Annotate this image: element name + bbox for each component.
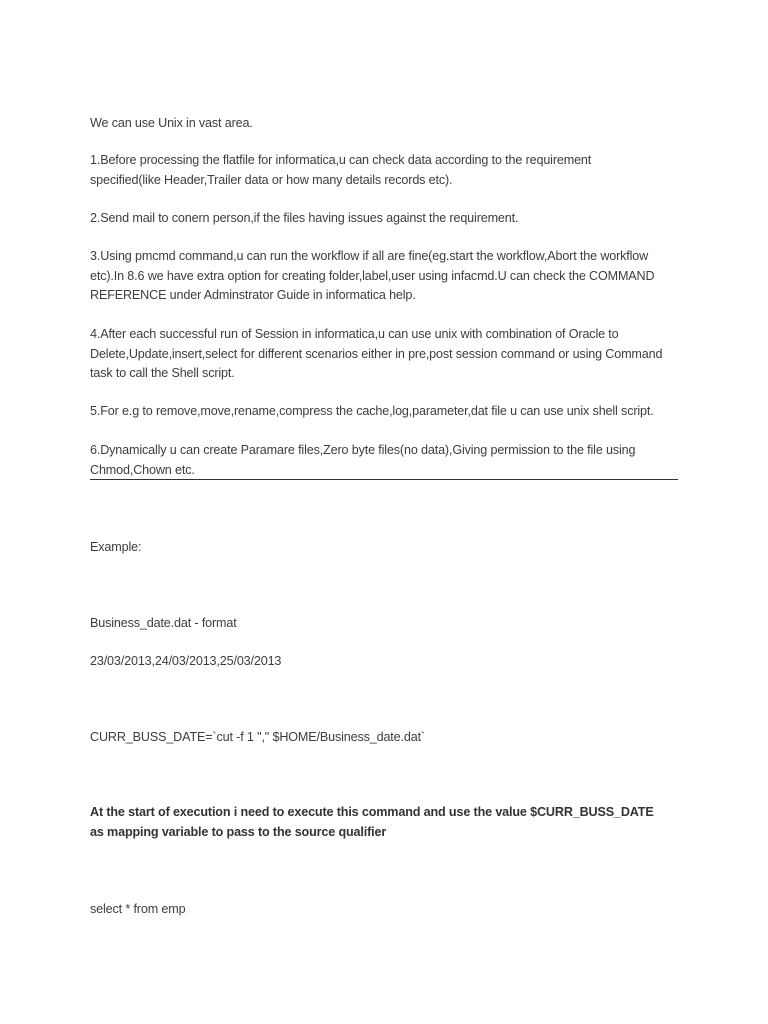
point-4-line-2: Delete,Update,insert,select for different scenarios either in pre,post session command or using Command: [90, 346, 663, 361]
point-4-line-1: 4.After each successful run of Session in informatica,u can use unix with combination of Oracle to: [90, 327, 619, 341]
point-6-line-2: Chmod,Chown etc.: [90, 462, 195, 477]
point-4-line-3: task to call the Shell script.: [90, 366, 235, 381]
point-5: [90, 402, 690, 422]
divider: [90, 479, 678, 480]
point-3-line-2: etc).In 8.6 we have extra option for creating folder,label,user using infacmd.U can check the COMMAND: [90, 268, 655, 283]
command-text: CURR_BUSS_DATE=`cut -f 1 "," $HOME/Business_date.dat`: [90, 730, 425, 744]
file-format-text: Business_date.dat - format: [90, 616, 237, 630]
point-5-line-1: 5.For e.g to remove,move,rename,compress the cache,log,parameter,dat file u can use unix shell script.: [90, 404, 654, 418]
point-6: [90, 441, 690, 480]
question-line-1: At the start of execution i need to execute this command and use the value $CURR_BUSS_DATE: [90, 805, 654, 819]
point-2-line-1: 2.Send mail to conern person,if the files having issues against the requirement.: [90, 211, 519, 225]
point-1-line-2: specified(like Header,Trailer data or how many details records etc).: [90, 172, 453, 187]
intro-text: We can use Unix in vast area.: [90, 116, 253, 130]
example-label: Example:: [90, 540, 142, 554]
question-text: [90, 803, 690, 842]
dates-text: 23/03/2013,24/03/2013,25/03/2013: [90, 654, 282, 668]
point-3: [90, 247, 690, 306]
point-1-line-1: 1.Before processing the flatfile for informatica,u can check data according to the requirement: [90, 153, 592, 167]
query-text: select * from emp: [90, 902, 186, 916]
point-6-line-1: 6.Dynamically u can create Paramare files,Zero byte files(no data),Giving permission to the file using: [90, 443, 636, 457]
point-4: [90, 325, 690, 384]
point-3-line-3: REFERENCE under Adminstrator Guide in informatica help.: [90, 288, 416, 303]
point-3-line-1: 3.Using pmcmd command,u can run the workflow if all are fine(eg.start the workflow,Abort the workflow: [90, 249, 649, 263]
question-line-2: as mapping variable to pass to the source qualifier: [90, 824, 387, 839]
point-2: [90, 209, 690, 229]
point-1: [90, 151, 690, 190]
